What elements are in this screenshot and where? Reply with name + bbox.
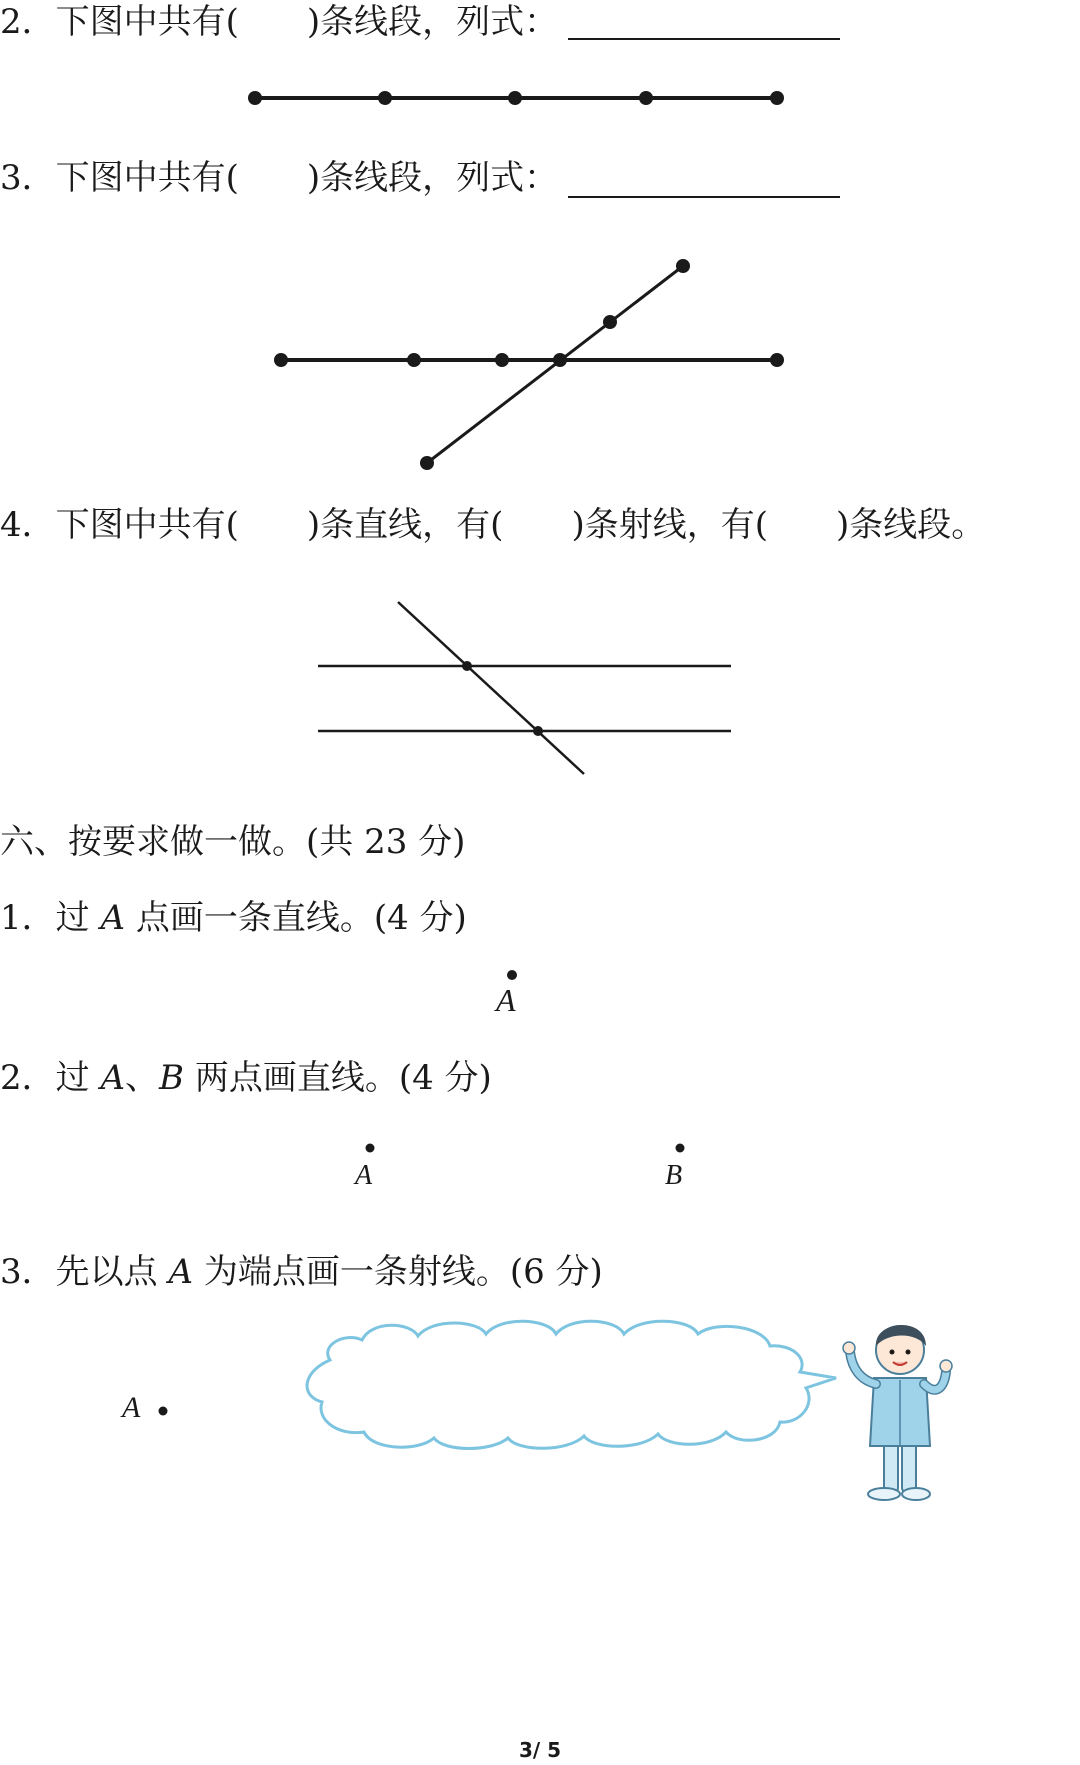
point-a[interactable]	[159, 1407, 168, 1416]
subquestion-3-pre: 3．先以点	[0, 1252, 169, 1292]
subquestion-2-pre: 2．过	[0, 1058, 101, 1098]
variable-a: A	[100, 1058, 126, 1098]
question-3-tail: )条线段，列式：	[306, 158, 559, 198]
point-a-label: A	[122, 1391, 141, 1424]
point-a[interactable]	[366, 1144, 375, 1153]
point-b-label: B	[665, 1160, 683, 1191]
question-2-tail: )条线段，列式：	[306, 2, 559, 42]
point-b[interactable]	[676, 1144, 685, 1153]
question-4-part2: )条直线，有(	[306, 505, 504, 545]
subquestion-1-pre: 1．过	[0, 898, 101, 938]
subquestion-2-post: 两点画直线。(4 分)	[184, 1058, 492, 1098]
variable-b: B	[159, 1058, 185, 1098]
point-a-label: A	[355, 1160, 373, 1191]
subquestion-3-post: 为端点画一条射线。(6 分)	[193, 1252, 603, 1292]
question-4-part4: )条线段。	[835, 505, 986, 545]
variable-a: A	[168, 1252, 194, 1292]
q3-segment-figure	[274, 259, 784, 470]
q4-lines-figure	[318, 602, 731, 774]
variable-a: A	[100, 898, 126, 938]
point-a-label: A	[496, 982, 516, 1018]
subquestion-1-post: 点画一条直线。(4 分)	[125, 898, 467, 938]
boy-illustration	[843, 1325, 952, 1500]
point-a[interactable]	[507, 970, 517, 980]
question-2-text: 2．下图中共有(	[0, 2, 239, 42]
section-6-heading: 六、按要求做一做。(共 23 分)	[0, 822, 466, 862]
question-3-text: 3．下图中共有(	[0, 158, 239, 198]
question-4-part1: 4．下图中共有(	[0, 505, 239, 545]
q2-segment-figure	[248, 91, 784, 105]
question-4-part3: )条射线，有(	[571, 505, 768, 545]
speech-bubble	[307, 1321, 836, 1448]
separator: 、	[125, 1058, 160, 1098]
page-number: 3/ 5	[518, 1738, 562, 1762]
